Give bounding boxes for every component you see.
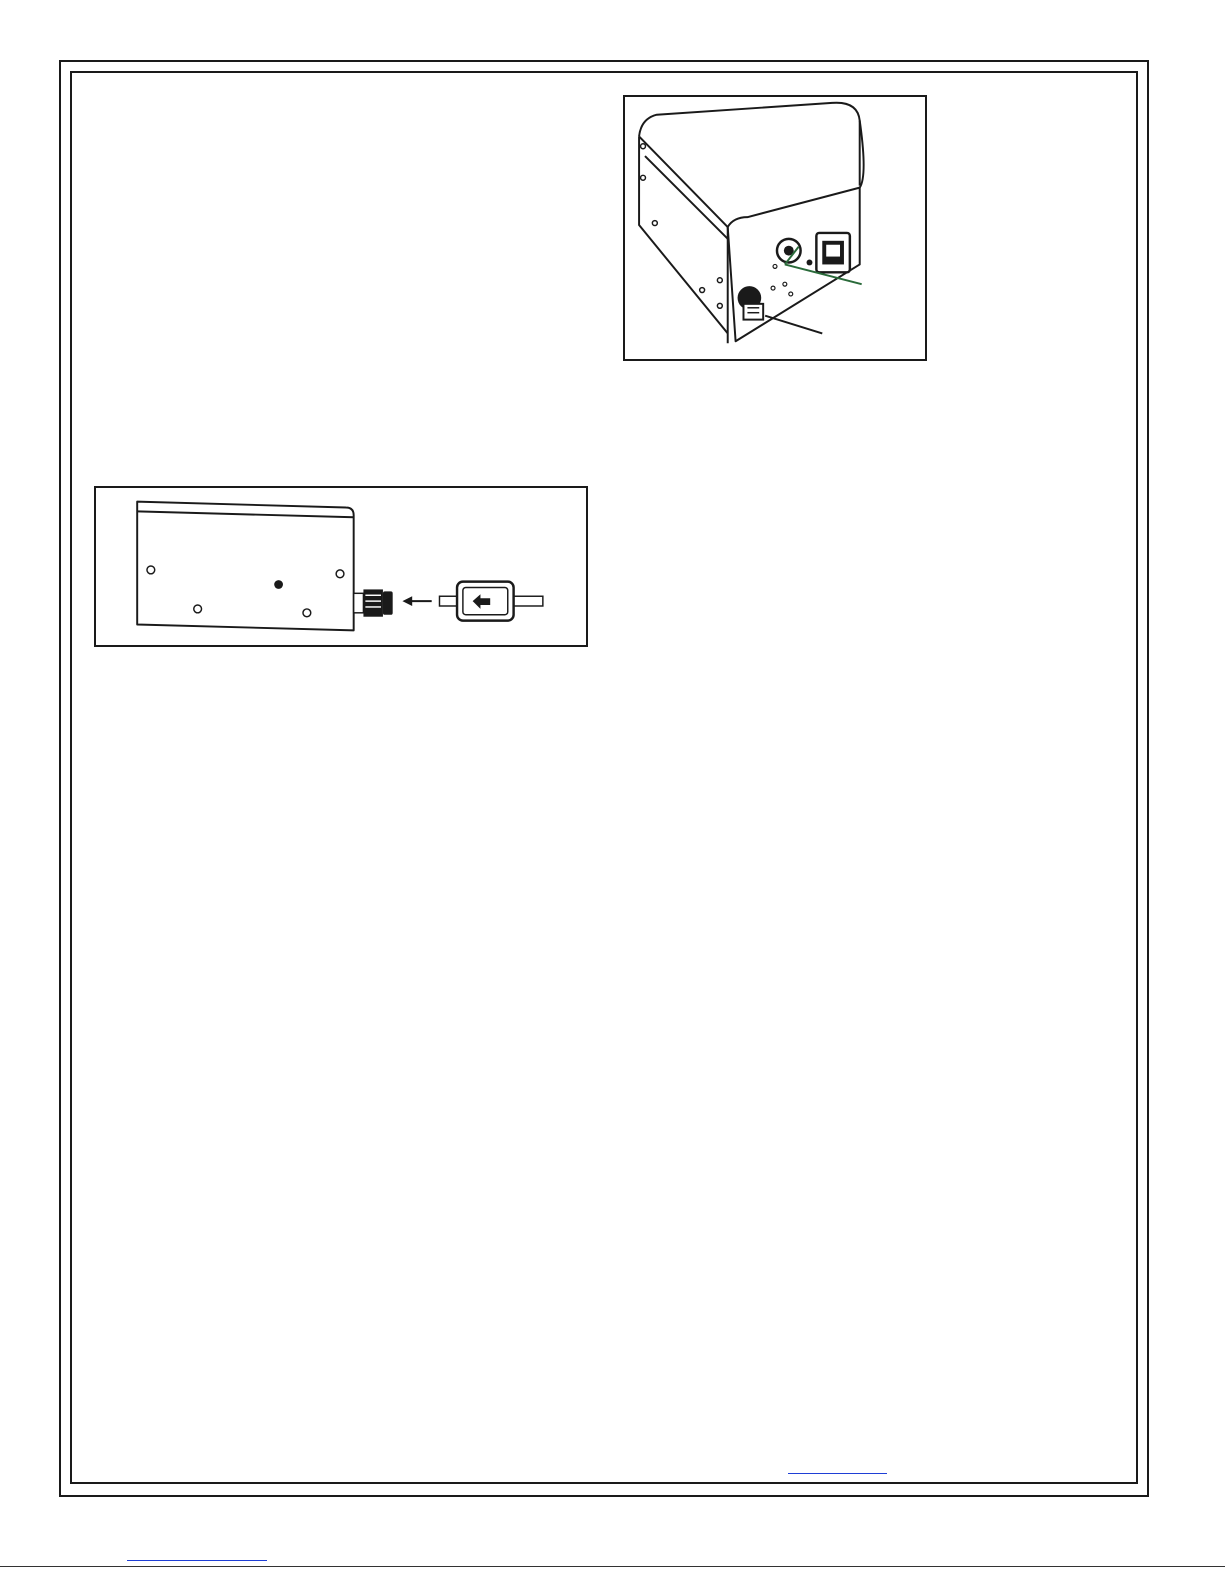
hose-fitting-icon	[738, 286, 764, 319]
inline-filter-icon	[439, 582, 542, 621]
fitting-icon	[354, 589, 393, 616]
page-bottom-rule	[0, 1566, 1225, 1567]
figure-unit-rear-perspective	[623, 95, 927, 361]
link-underline-footer[interactable]	[788, 1473, 887, 1474]
link-underline-bottom[interactable]	[127, 1560, 267, 1561]
page-inner-border	[70, 71, 1138, 1484]
unit-side-filter-illustration	[96, 488, 586, 645]
flow-arrow-icon	[402, 596, 431, 606]
figure-unit-side-filter	[94, 486, 588, 647]
unit-rear-perspective-illustration	[625, 97, 925, 359]
power-inlet-icon	[807, 233, 850, 272]
